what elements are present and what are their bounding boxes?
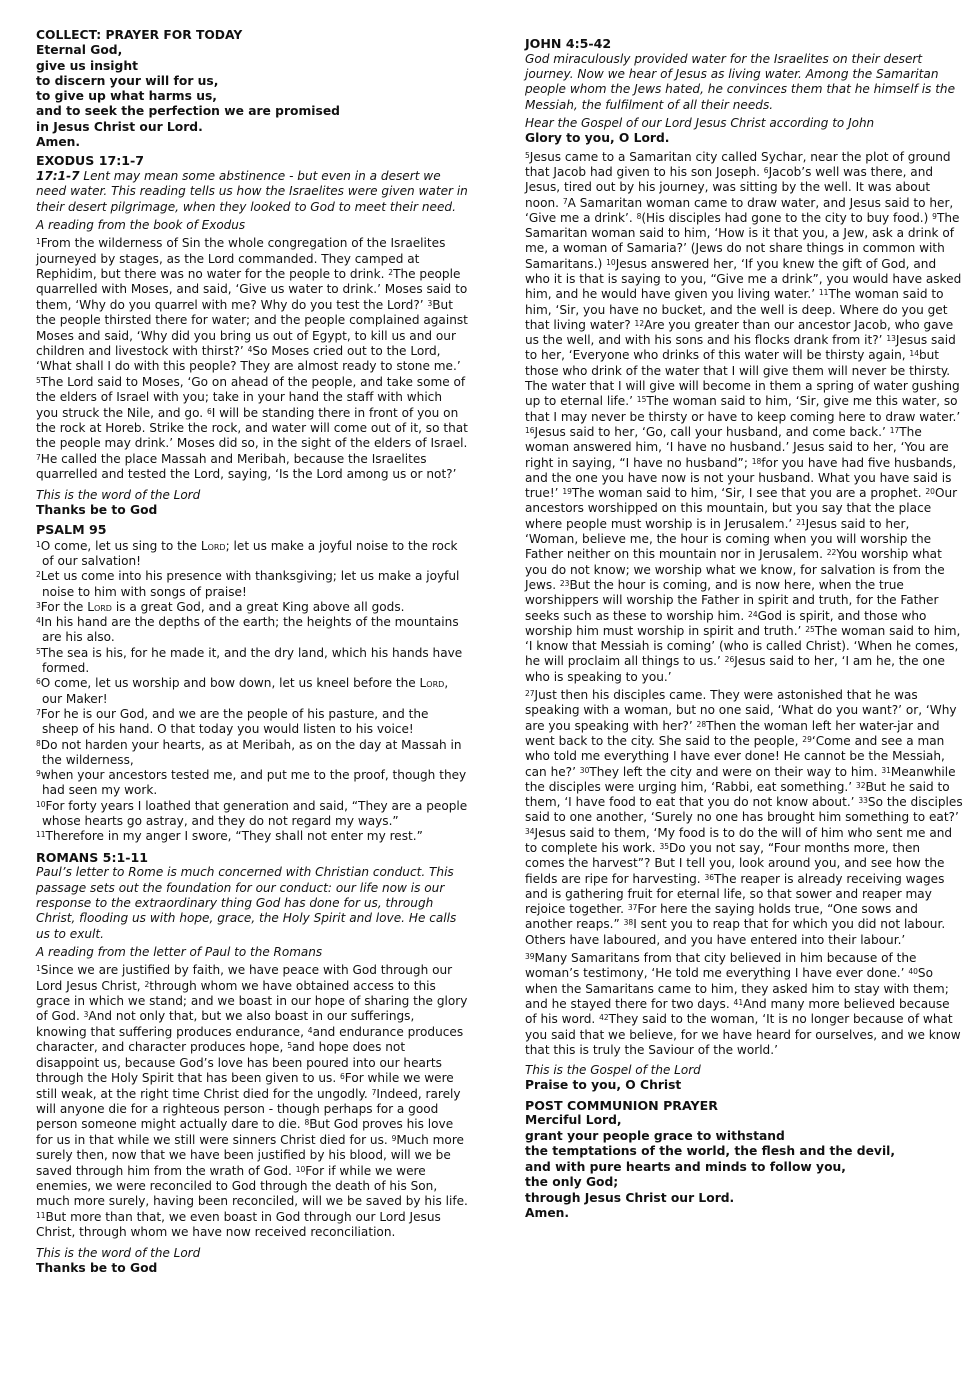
post-communion-title: POST COMMUNION PRAYER bbox=[525, 1097, 718, 1113]
verse-text: A Samaritan woman came to draw water, and Jesus said to her, ‘Give me a drink’. bbox=[525, 195, 954, 225]
verse-text: The sea is his, for he made it, and the dry land, which his hands have formed. bbox=[40, 645, 463, 676]
verse-text: You worship what you do not know; we worship what we know, for salvation is from the Jews. bbox=[525, 547, 945, 592]
psalm-verse bbox=[36, 569, 468, 600]
verse-text: O come, let us worship and bow down, let us kneel before the bbox=[40, 676, 420, 691]
verse-number: 36 bbox=[704, 872, 715, 882]
prayer-line: Amen. bbox=[36, 135, 81, 150]
john-text-part2 bbox=[525, 688, 963, 948]
verse-text: , our Maker! bbox=[42, 676, 449, 706]
verse-number: 5 bbox=[525, 150, 530, 160]
verse-text: God is spirit, and those who worship him must worship in spirit and truth.’ bbox=[525, 608, 927, 638]
verse-text: I sent you to reap that for which you did not labour. Others have laboured, and you have entered into their labour.’ bbox=[525, 917, 946, 947]
psalm-verse bbox=[36, 615, 468, 646]
verse-number: 7 bbox=[36, 707, 41, 717]
post-communion-prayer bbox=[525, 1113, 963, 1222]
psalm-verse bbox=[36, 676, 468, 707]
verse-number: 16 bbox=[525, 425, 535, 435]
verse-text: and hope does not disappoint us, because God’s love has been poured into our hearts through the Holy Spirit that has been given to us. bbox=[36, 1040, 442, 1086]
verse-text: So when the Samaritans came to him, they asked him to stay with them; and he stayed there for two days. bbox=[525, 966, 949, 1011]
exodus-closing: This is the word of the Lord bbox=[36, 487, 201, 502]
verse-text: In his hand are the depths of the earth; the heights of the mountains are his also. bbox=[40, 615, 459, 645]
verse-number: 23 bbox=[559, 578, 570, 588]
verse-number: 24 bbox=[748, 609, 758, 619]
verse-text: Therefore in my anger I swore, “They shall not enter my rest.” bbox=[45, 829, 423, 844]
verse-text: but those who drink of the water that I will give them will never be thirsty. The water that I will give will become in them a spring of water gushing up to eternal life.’ bbox=[525, 348, 960, 409]
verse-text: Jesus said to her, ‘Everyone who drinks of this water will be thirsty again, bbox=[525, 333, 956, 363]
verse-number: 35 bbox=[659, 841, 669, 851]
verse-number: 8 bbox=[636, 211, 642, 221]
verse-text: Jesus came to a Samaritan city called Sychar, near the plot of ground that Jacob had given to his son Joseph. bbox=[525, 149, 951, 179]
verse-number: 37 bbox=[627, 903, 638, 913]
verse-text: Let us come into his presence with thanksgiving; let us make a joyful noise to him with songs of praise! bbox=[40, 569, 460, 599]
exodus-text bbox=[36, 236, 468, 483]
psalm-verse bbox=[36, 829, 468, 844]
verse-text: is a great God, and a great King above all gods. bbox=[111, 599, 405, 614]
verse-number: 20 bbox=[925, 487, 935, 497]
exodus-intro-text: Lent may mean some abstinence - but even in a desert we need water. This reading tells us how the Israelites were given water in their desert pilgrimage, when they looked to God to meet their need. bbox=[36, 168, 468, 214]
left-column bbox=[36, 28, 468, 1276]
verse-text: Jesus said to her, ‘I am he, the one who is speaking to you.’ bbox=[525, 654, 945, 684]
verse-text: For while we were still weak, at the right time Christ died for the ungodly. bbox=[36, 1071, 454, 1101]
verse-number: 27 bbox=[525, 689, 535, 699]
psalm-verse bbox=[36, 539, 468, 570]
verse-text: Are you greater than our ancestor Jacob, who gave us the well, and with his sons and his flocks drank from it?’ bbox=[525, 317, 954, 348]
romans-intro: Paul’s letter to Rome is much concerned with Christian conduct. This passage sets out the foundation for our conduct: our life now is our response to the extraordinary thing God has done for us, through Christ, flooding us with hope, grace, the Holy Spirit and love. He calls us to exult. bbox=[36, 865, 457, 941]
verse-number: 31 bbox=[881, 765, 891, 775]
verse-text: And not only that, but we also boast in our sufferings, knowing that suffering produces endurance, bbox=[36, 1009, 415, 1039]
verse-number: 4 bbox=[247, 345, 253, 355]
verse-number: 39 bbox=[525, 952, 535, 962]
verse-number: 14 bbox=[909, 349, 919, 359]
john-text-part3 bbox=[525, 951, 963, 1058]
collect-prayer bbox=[36, 43, 468, 150]
verse-number: 29 bbox=[802, 734, 812, 744]
psalm-verse bbox=[36, 799, 468, 830]
psalm-verse bbox=[36, 768, 468, 799]
romans-reading-from: A reading from the letter of Paul to the Romans bbox=[36, 945, 323, 960]
prayer-line: and to seek the perfection we are promised bbox=[36, 104, 340, 119]
verse-number: 2 bbox=[388, 268, 394, 277]
verse-number: 41 bbox=[733, 997, 744, 1007]
verse-number: 21 bbox=[796, 517, 806, 527]
prayer-line: the only God; bbox=[525, 1175, 619, 1190]
verse-text: For if while we were enemies, we were reconciled to God through the death of his Son, much more surely, having been reconciled, will we be saved by his life. bbox=[36, 1163, 468, 1209]
verse-text: ‘Come and see a man who told me everything I have ever done! He cannot be the Messiah, can he?’ bbox=[525, 733, 945, 779]
verse-number: 2 bbox=[144, 979, 150, 989]
verse-number: 40 bbox=[908, 967, 918, 977]
john-text-part1 bbox=[525, 150, 963, 685]
verse-text: O come, let us sing to the bbox=[40, 538, 201, 553]
verse-number: 30 bbox=[579, 765, 590, 775]
romans-text bbox=[36, 963, 468, 1240]
prayer-line: through Jesus Christ our Lord. bbox=[525, 1190, 735, 1205]
prayer-line: Eternal God, bbox=[36, 43, 123, 58]
verse-text: For the bbox=[40, 599, 88, 614]
john-response: Praise to you, O Christ bbox=[525, 1078, 682, 1093]
divine-name: Lord bbox=[419, 676, 445, 691]
verse-text: The Samaritan woman said to him, ‘How is it that you, a Jew, ask a drink of me, a woman of Samaria?’ (Jews do not share things in common with Samaritans.) bbox=[525, 210, 960, 271]
verse-text: Jesus said to her, ‘Go, call your husband, and come back.’ bbox=[534, 424, 890, 439]
verse-number: 7 bbox=[371, 1087, 377, 1097]
prayer-line: and with pure hearts and minds to follow you, bbox=[525, 1159, 846, 1174]
verse-number: 2 bbox=[36, 570, 41, 580]
verse-text: and endurance produces character, and character produces hope, bbox=[36, 1024, 464, 1055]
verse-text: The woman answered him, ‘I have no husband.’ Jesus said to her, ‘You are right in saying, “I have no husband”; bbox=[525, 424, 949, 470]
verse-number: 5 bbox=[36, 375, 41, 385]
romans-closing: This is the word of the Lord bbox=[36, 1245, 201, 1260]
verse-text: I will be standing there in front of you on the rock at Horeb. Strike the rock, and water will come out of it, so that the people may drink.’ Moses did so, in the sight of the elders of Israel. bbox=[36, 405, 468, 451]
verse-number: 11 bbox=[36, 830, 46, 840]
verse-number: 7 bbox=[36, 452, 41, 462]
verse-number: 10 bbox=[295, 1164, 306, 1174]
verse-number: 1 bbox=[36, 237, 41, 247]
verse-text: Jacob’s well was there, and Jesus, tired out by his journey, was sitting by the well. It was about noon. bbox=[525, 164, 934, 210]
verse-number: 7 bbox=[562, 196, 568, 206]
verse-number: 4 bbox=[307, 1025, 313, 1035]
verse-text: But more than that, we even boast in God through our Lord Jesus Christ, through whom we have now received reconciliation. bbox=[36, 1209, 441, 1240]
verse-text: The woman said to him, ‘Sir, you have no bucket, and the well is deep. Where do you get that living water? bbox=[525, 287, 948, 332]
verse-text: Do not harden your hearts, as at Meribah, as on the day at Massah in the wilderness, bbox=[40, 737, 462, 767]
verse-text: The woman said to him, ‘Sir, give me this water, so that I may never be thirsty or have to keep coming here to draw water.’ bbox=[525, 394, 961, 424]
collect-title: COLLECT: PRAYER FOR TODAY bbox=[36, 28, 243, 42]
verse-number: 19 bbox=[562, 487, 572, 497]
verse-number: 10 bbox=[36, 799, 46, 809]
verse-number: 38 bbox=[623, 918, 634, 928]
verse-text: Much more surely then, now that we have been justified by his blood, will we be saved through him from the wrath of God. bbox=[36, 1132, 464, 1178]
exodus-intro-ref: 17:1-7 bbox=[36, 168, 80, 183]
verse-text: The people quarrelled with Moses, and said, ‘Give us water to drink.’ Moses said to them, ‘Why do you quarrel with me? Why do you test the Lord?’ bbox=[36, 267, 468, 312]
prayer-line: to discern your will for us, bbox=[36, 73, 219, 88]
verse-text: Do you not say, “Four months more, then comes the harvest”? But I tell you, look around you, and see how the fields are ripe for harvesting. bbox=[525, 840, 945, 886]
verse-number: 15 bbox=[636, 395, 647, 405]
divine-name: Lord bbox=[87, 599, 112, 614]
verse-text: They said to the woman, ‘It is no longer because of what you said that we believe, for we have heard for ourselves, and we know that this is truly the Saviour of the world.’ bbox=[525, 1012, 961, 1057]
psalm-title: PSALM 95 bbox=[36, 522, 107, 538]
verse-number: 3 bbox=[427, 298, 433, 308]
prayer-line: give us insight bbox=[36, 58, 138, 73]
john-acclamation: Glory to you, O Lord. bbox=[525, 131, 670, 146]
right-column bbox=[525, 36, 963, 1222]
verse-number: 6 bbox=[36, 677, 41, 687]
exodus-reading-from: A reading from the book of Exodus bbox=[36, 218, 246, 233]
verse-text: The Lord said to Moses, ‘Go on ahead of the people, and take some of the elders of Israel with you; take in your hand the staff with which you struck the Nile, and go. bbox=[36, 374, 466, 420]
verse-text: The woman said to him, ‘Sir, I see that you are a prophet. bbox=[571, 486, 926, 501]
divine-name: Lord bbox=[200, 538, 226, 553]
verse-text: Just then his disciples came. They were astonished that he was speaking with a woman, but no one said, ‘What do you want?’ or, ‘Why are you speaking with her?’ bbox=[525, 688, 957, 733]
verse-number: 6 bbox=[340, 1072, 345, 1082]
prayer-line: Merciful Lord, bbox=[525, 1113, 622, 1128]
verse-number: 4 bbox=[36, 616, 41, 626]
verse-text: But the hour is coming, and is now here, when the true worshippers will worship the Father in spirit and truth, for the Father seeks such as these to worship him. bbox=[525, 577, 939, 623]
verse-text: But he said to them, ‘I have food to eat that you do not know about.’ bbox=[525, 779, 950, 810]
prayer-line: grant your people grace to withstand bbox=[525, 1128, 785, 1143]
verse-number: 1 bbox=[36, 539, 41, 549]
verse-text: For forty years I loathed that generation and said, “They are a people whose hearts go astray, and they do not regard my ways.” bbox=[42, 798, 468, 829]
john-title: JOHN 4:5-42 bbox=[525, 36, 612, 51]
verse-text: Meanwhile the disciples were urging him, ‘Rabbi, eat something.’ bbox=[525, 764, 956, 794]
romans-response: Thanks be to God bbox=[36, 1260, 158, 1275]
verse-text: Indeed, rarely will anyone die for a righteous person - though perhaps for a good person someone might actually dare to die. bbox=[36, 1086, 461, 1132]
verse-number: 8 bbox=[36, 738, 41, 748]
verse-number: 32 bbox=[855, 780, 866, 790]
verse-number: 3 bbox=[36, 600, 41, 610]
john-reading-from: Hear the Gospel of our Lord Jesus Christ according to John bbox=[525, 116, 875, 131]
verse-number: 5 bbox=[36, 646, 41, 656]
verse-text: So the disciples said to one another, ‘Surely no one has brought him something to eat?’ bbox=[525, 795, 963, 825]
romans-title: ROMANS 5:1-11 bbox=[36, 849, 148, 865]
verse-text: Since we are justified by faith, we have peace with God through our Lord Jesus Christ, bbox=[36, 963, 453, 993]
exodus-title: EXODUS 17:1-7 bbox=[36, 153, 145, 169]
verse-text: Jesus said to them, ‘My food is to do the will of him who sent me and to complete his work. bbox=[525, 825, 953, 855]
verse-text: Jesus said to her, ‘Woman, believe me, the hour is coming when you will worship the Father neither on this mountain nor in Jerusalem. bbox=[525, 516, 932, 562]
collect-section bbox=[36, 28, 468, 150]
exodus-intro bbox=[36, 169, 468, 215]
psalm-verse bbox=[36, 707, 468, 738]
verse-text: (His disciples had gone to the city to buy food.) bbox=[641, 210, 933, 225]
verse-number: 9 bbox=[36, 769, 41, 779]
prayer-line: Amen. bbox=[525, 1206, 570, 1221]
prayer-line: in Jesus Christ our Lord. bbox=[36, 119, 203, 134]
prayer-line: the temptations of the world, the flesh and the devil, bbox=[525, 1144, 896, 1159]
verse-number: 13 bbox=[886, 334, 896, 344]
verse-number: 11 bbox=[818, 288, 829, 298]
verse-number: 3 bbox=[83, 1010, 89, 1020]
verse-text: Many Samaritans from that city believed in him because of the woman’s testimony, ‘He told me everything I have ever done.’ bbox=[525, 951, 917, 981]
verse-number: 26 bbox=[724, 655, 735, 665]
verse-text: For he is our God, and we are the people of his pasture, and the sheep of his hand. O that today you would listen to his voice! bbox=[40, 706, 429, 737]
psalm-verse bbox=[36, 738, 468, 769]
verse-text: Our ancestors worshipped on this mountain, but you say that the place where people must worship is in Jerusalem.’ bbox=[525, 486, 958, 531]
john-closing: This is the Gospel of the Lord bbox=[525, 1063, 701, 1078]
prayer-line: to give up what harms us, bbox=[36, 89, 217, 104]
verse-text: when your ancestors tested me, and put me to the proof, though they had seen my work. bbox=[40, 768, 467, 798]
verse-number: 28 bbox=[696, 719, 707, 729]
verse-number: 9 bbox=[391, 1133, 397, 1143]
psalm-verse bbox=[36, 646, 468, 677]
verse-number: 34 bbox=[525, 826, 535, 836]
verse-number: 11 bbox=[36, 1210, 46, 1220]
verse-number: 1 bbox=[36, 964, 41, 974]
verse-text: Jesus answered her, ‘If you knew the gift of God, and who it is that is saying to you, “Give me a drink”, you would have asked him, and he would have given you living water.’ bbox=[525, 256, 962, 302]
verse-number: 9 bbox=[932, 211, 937, 221]
verse-number: 6 bbox=[206, 406, 212, 416]
verse-text: But God proves his love for us in that while we still were sinners Christ died for us. bbox=[36, 1117, 454, 1147]
psalm-verses bbox=[36, 539, 468, 845]
verse-text: for you have had five husbands, and the one you have now is not your husband. What you have said is true!’ bbox=[525, 455, 957, 501]
verse-number: 33 bbox=[858, 796, 868, 806]
verse-text: And many more believed because of his word. bbox=[525, 996, 950, 1027]
verse-text: But the people thirsted there for water; and the people complained against Moses and said, ‘Why did you bring us out of Egypt, to kill us and our children and livestock with thirst?’ bbox=[36, 297, 468, 359]
verse-number: 6 bbox=[763, 165, 769, 175]
verse-text: ; let us make a joyful noise to the rock of our salvation! bbox=[42, 538, 458, 568]
verse-number: 5 bbox=[287, 1041, 292, 1051]
verse-number: 42 bbox=[599, 1013, 609, 1023]
verse-text: The woman said to him, ‘I know that Messiah is coming’ (who is called Christ). ‘When he comes, he will proclaim all things to us.’ bbox=[525, 623, 961, 669]
verse-text: From the wilderness of Sin the whole congregation of the Israelites journeyed by stages, as the Lord commanded. They camped at Rephidim, but there was no water for the people to drink. bbox=[36, 236, 446, 281]
verse-number: 25 bbox=[805, 624, 815, 634]
exodus-response: Thanks be to God bbox=[36, 502, 158, 517]
verse-text: For here the saying holds true, “One sows and another reaps.” bbox=[525, 902, 918, 932]
verse-text: He called the place Massah and Meribah, because the Israelites quarrelled and tested the Lord, saying, ‘Is the Lord among us or not?’ bbox=[36, 451, 457, 482]
verse-text: So Moses cried out to the Lord, ‘What shall I do with this people? They are almost ready to stone me.’ bbox=[36, 344, 461, 374]
verse-number: 17 bbox=[889, 425, 900, 435]
verse-number: 12 bbox=[634, 318, 645, 328]
verse-number: 10 bbox=[606, 257, 616, 267]
john-intro: God miraculously provided water for the Israelites on their desert journey. Now we hear of Jesus as living water. Among the Samaritan people whom the Jews hated, he convinces them that he himself is the Messiah, the fulfilment of all their needs. bbox=[525, 51, 956, 112]
verse-text: Then the woman left her water-jar and went back to the city. She said to the people, bbox=[525, 718, 940, 748]
verse-text: through whom we have obtained access to this grace in which we stand; and we boast in our hope of sharing the glory of God. bbox=[36, 978, 468, 1024]
verse-text: They left the city and were on their way to him. bbox=[589, 764, 882, 779]
verse-number: 22 bbox=[826, 548, 837, 558]
psalm-verse bbox=[36, 600, 468, 615]
verse-number: 18 bbox=[751, 456, 762, 466]
verse-text: The reaper is already receiving wages and is gathering fruit for eternal life, so that sower and reaper may rejoice together. bbox=[525, 871, 945, 917]
verse-number: 8 bbox=[304, 1118, 310, 1128]
